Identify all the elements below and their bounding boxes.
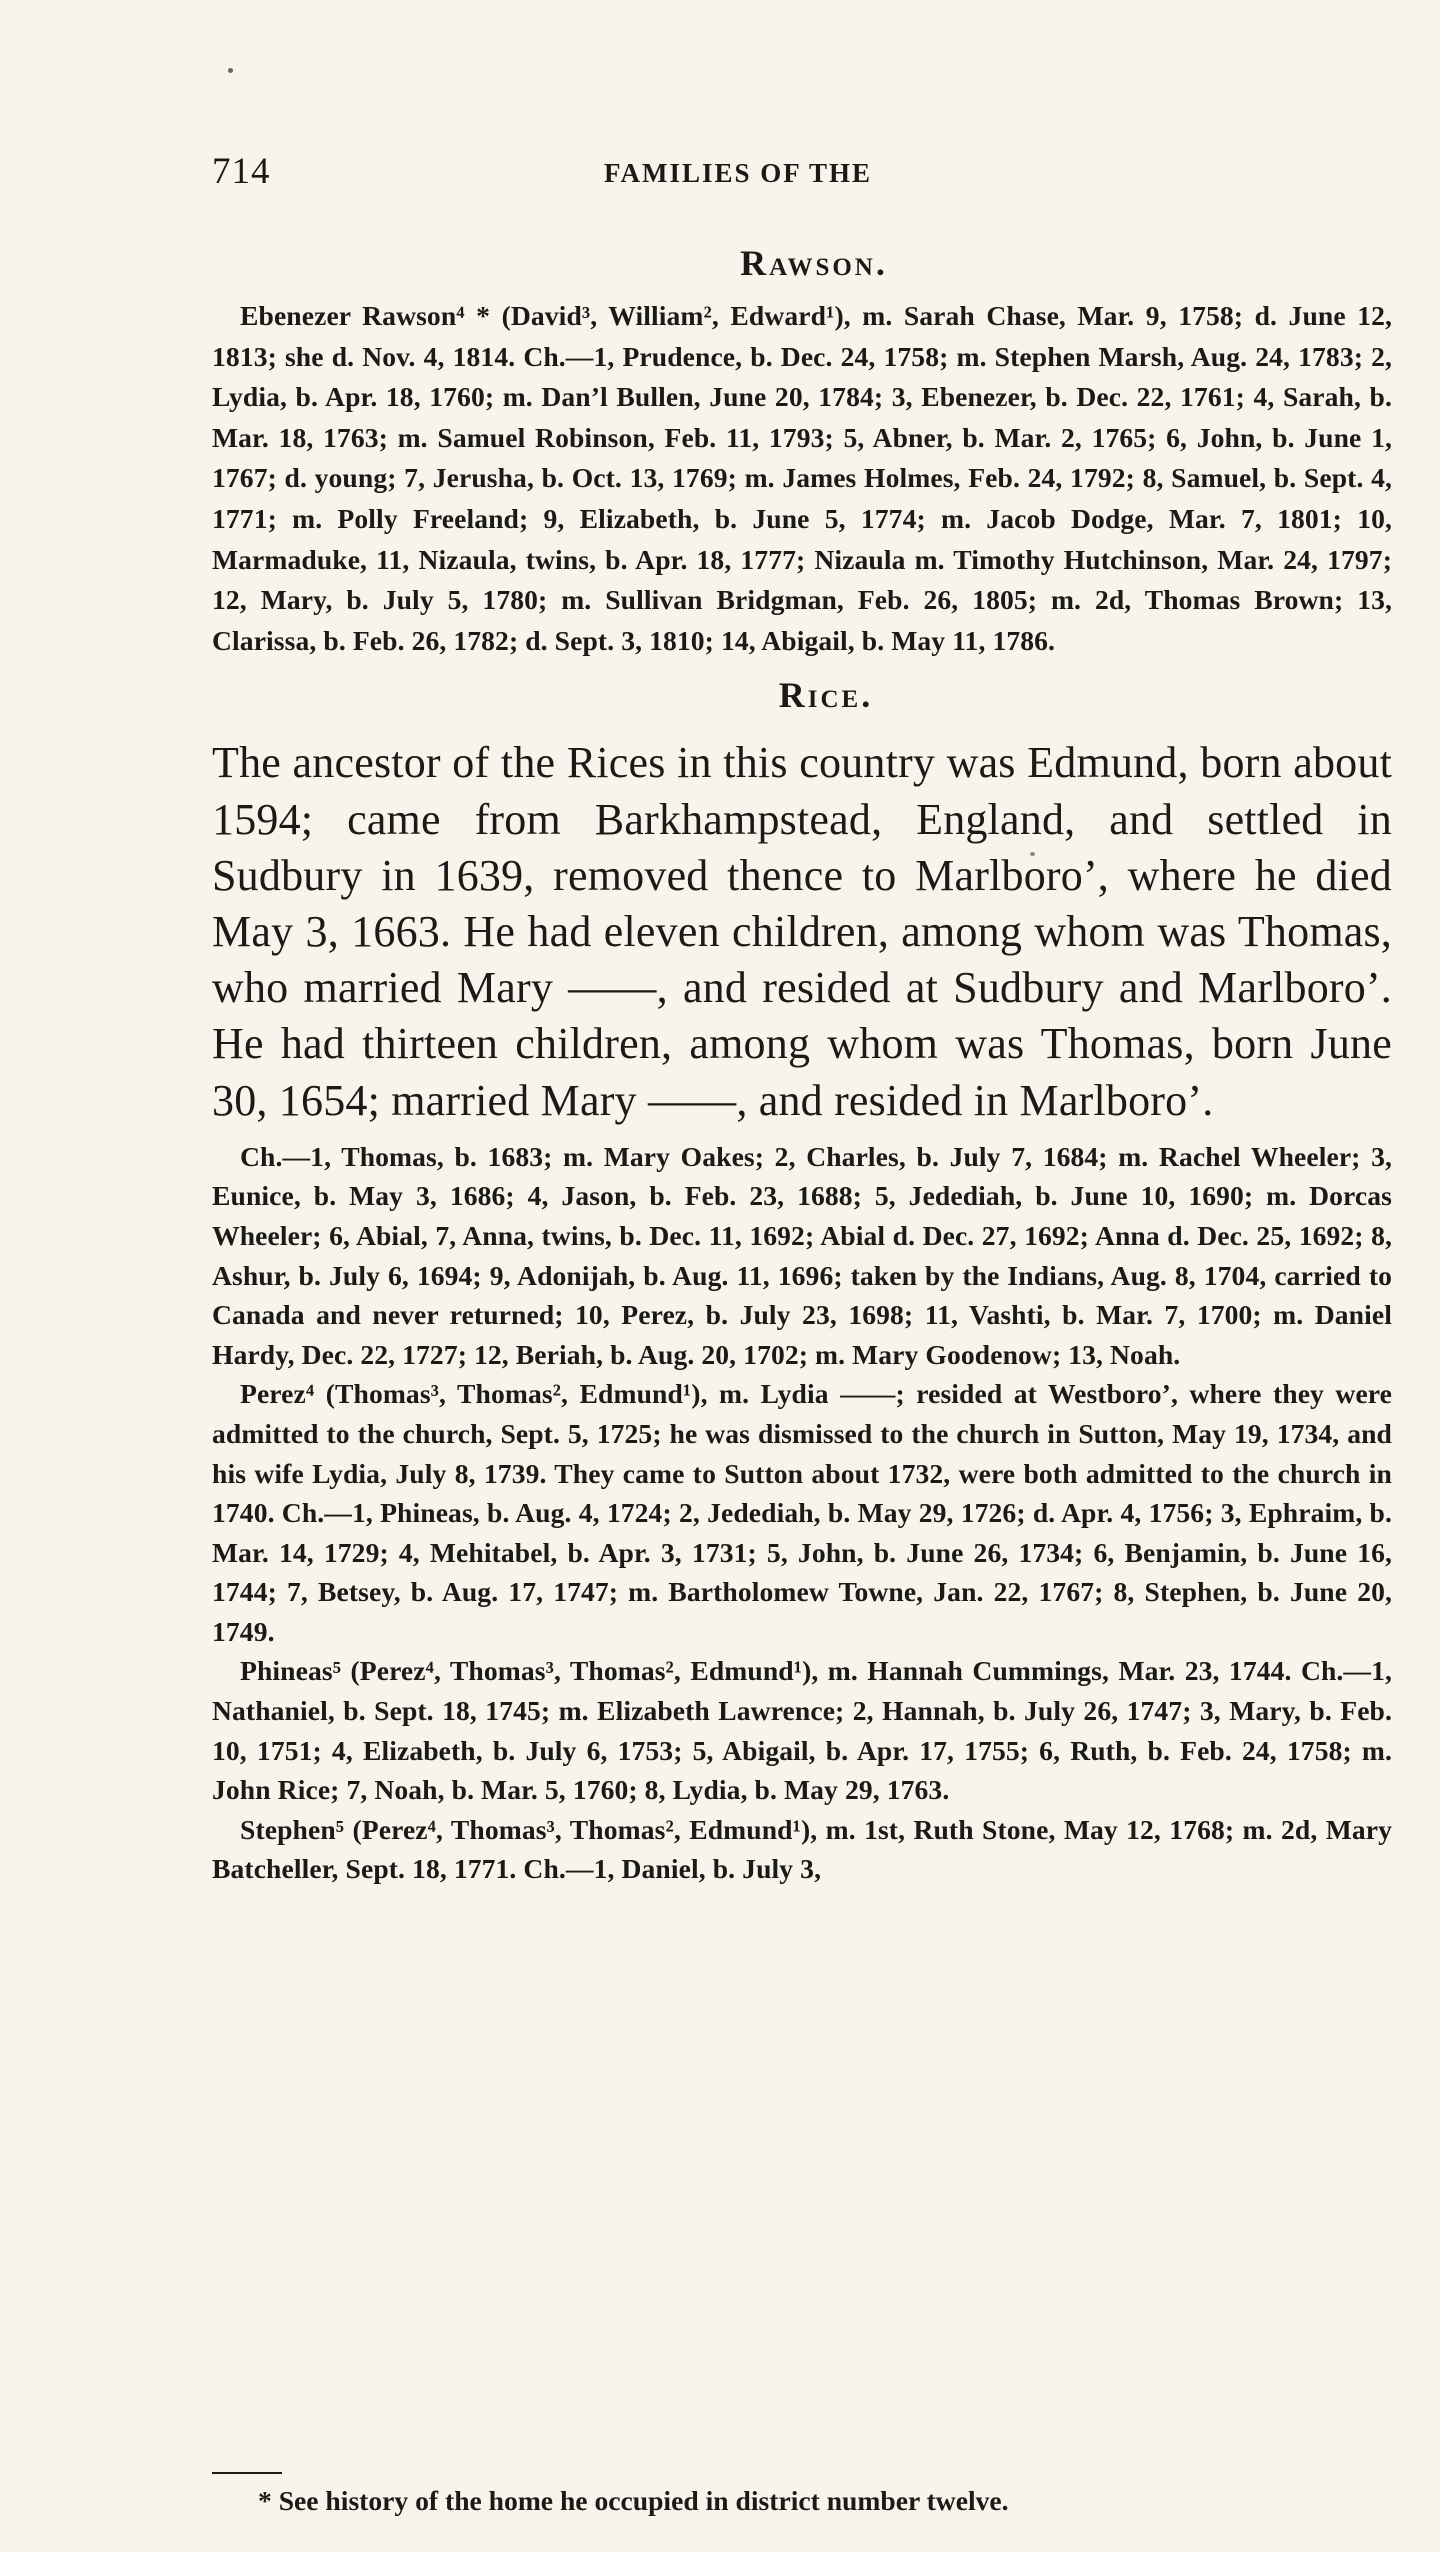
text-column (212, 230, 1392, 1889)
print-speck (228, 68, 233, 73)
rice-entries (212, 1137, 1392, 1889)
section-heading-rawson: Rawson. (740, 243, 888, 283)
rice-entry-stephen: Stephen⁵ (Perez⁴, Thomas³, Thomas², Edmund¹), m. 1st, Ruth Stone, May 12, 1768; m. 2d, Mary Batcheller, Sept. 18, 1771. Ch.—1, Daniel, b. July 3, (212, 1813, 1392, 1885)
rice-intro: The ancestor of the Rices in this country was Edmund, born about 1594; came from Barkhampstead, England, and settled in Sudbury in 1639, removed thence to Marlboro’, where he died May 3, 1663. He had eleven children, among whom was Thomas, who married Mary ——, and resided at Sudbury and Marlboro’. He had thirteen children, among whom was Thomas, born June 30, 1654; married Mary ——, and resided in Marlboro’. (212, 738, 1392, 1125)
rawson-entry: Ebenezer Rawson⁴ * (David³, William², Edward¹), m. Sarah Chase, Mar. 9, 1758; d. June 12, 1813; she d. Nov. 4, 1814. Ch.—1, Prudence, b. Dec. 24, 1758; m. Stephen Marsh, Aug. 24, 1783; 2, Lydia, b. Apr. 18, 1760; m. Dan’l Bullen, June 20, 1784; 3, Ebenezer, b. Dec. 22, 1761; 4, Sarah, b. Mar. 18, 1763; m. Samuel Robinson, Feb. 11, 1793; 5, Abner, b. Mar. 2, 1765; 6, John, b. June 1, 1767; d. young; 7, Jerusha, b. Oct. 13, 1769; m. James Holmes, Feb. 24, 1792; 8, Samuel, b. Sept. 4, 1771; m. Polly Freeland; 9, Elizabeth, b. June 5, 1774; m. Jacob Dodge, Mar. 7, 1801; 10, Marmaduke, 11, Nizaula, twins, b. Apr. 18, 1777; Nizaula m. Timothy Hutchinson, Mar. 24, 1797; 12, Mary, b. July 5, 1780; m. Sullivan Bridgman, Feb. 26, 1805; m. 2d, Thomas Brown; 13, Clarissa, b. Feb. 26, 1782; d. Sept. 3, 1810; 14, Abigail, b. May 11, 1786. (212, 300, 1392, 656)
rice-entry-phineas: Phineas⁵ (Perez⁴, Thomas³, Thomas², Edmund¹), m. Hannah Cummings, Mar. 23, 1744. Ch.—1, Nathaniel, b. Sept. 18, 1745; m. Elizabeth Lawrence; 2, Hannah, b. July 26, 1747; 3, Mary, b. Feb. 10, 1751; 4, Elizabeth, b. July 6, 1753; 5, Abigail, b. Apr. 17, 1755; 6, Ruth, b. Feb. 24, 1758; m. John Rice; 7, Noah, b. Mar. 5, 1760; 8, Lydia, b. May 29, 1763. (212, 1655, 1392, 1806)
running-head (212, 150, 1392, 200)
page-number: 714 (212, 151, 271, 192)
rice-entry-perez: Perez⁴ (Thomas³, Thomas², Edmund¹), m. Lydia ——; resided at Westboro’, where they were admitted to the church, Sept. 5, 1725; he was dismissed to the church in Sutton, May 19, 1734, and his wife Lydia, July 8, 1739. They came to Sutton about 1732, were both admitted to the church in 1740. Ch.—1, Phineas, b. Aug. 4, 1724; 2, Jedediah, b. May 29, 1726; d. Apr. 4, 1756; 3, Ephraim, b. Mar. 14, 1729; 4, Mehitabel, b. Apr. 3, 1731; 5, John, b. June 26, 1734; 6, Benjamin, b. June 16, 1744; 7, Betsey, b. Aug. 17, 1747; m. Bartholomew Towne, Jan. 22, 1767; 8, Stephen, b. June 20, 1749. (212, 1378, 1392, 1647)
rice-entry-thomas-children: Ch.—1, Thomas, b. 1683; m. Mary Oakes; 2, Charles, b. July 7, 1684; m. Rachel Wheeler; 3, Eunice, b. May 3, 1686; 4, Jason, b. Feb. 23, 1688; 5, Jedediah, b. June 10, 1690; m. Dorcas Wheeler; 6, Abial, 7, Anna, twins, b. Dec. 11, 1692; Abial d. Dec. 27, 1692; Anna d. Dec. 25, 1692; 8, Ashur, b. July 6, 1694; 9, Adonijah, b. Aug. 11, 1696; taken by the Indians, Aug. 8, 1704, carried to Canada and never returned; 10, Perez, b. July 23, 1698; 11, Vashti, b. Mar. 7, 1700; m. Daniel Hardy, Dec. 22, 1727; 12, Beriah, b. Aug. 20, 1702; m. Mary Goodenow; 13, Noah. (212, 1140, 1392, 1370)
footnote-rule (212, 2472, 282, 2474)
running-title: FAMILIES OF THE (604, 158, 873, 188)
section-heading-rice: Rice. (778, 675, 874, 716)
footnote: * See history of the home he occupied in district number twelve. (258, 2485, 1009, 2516)
